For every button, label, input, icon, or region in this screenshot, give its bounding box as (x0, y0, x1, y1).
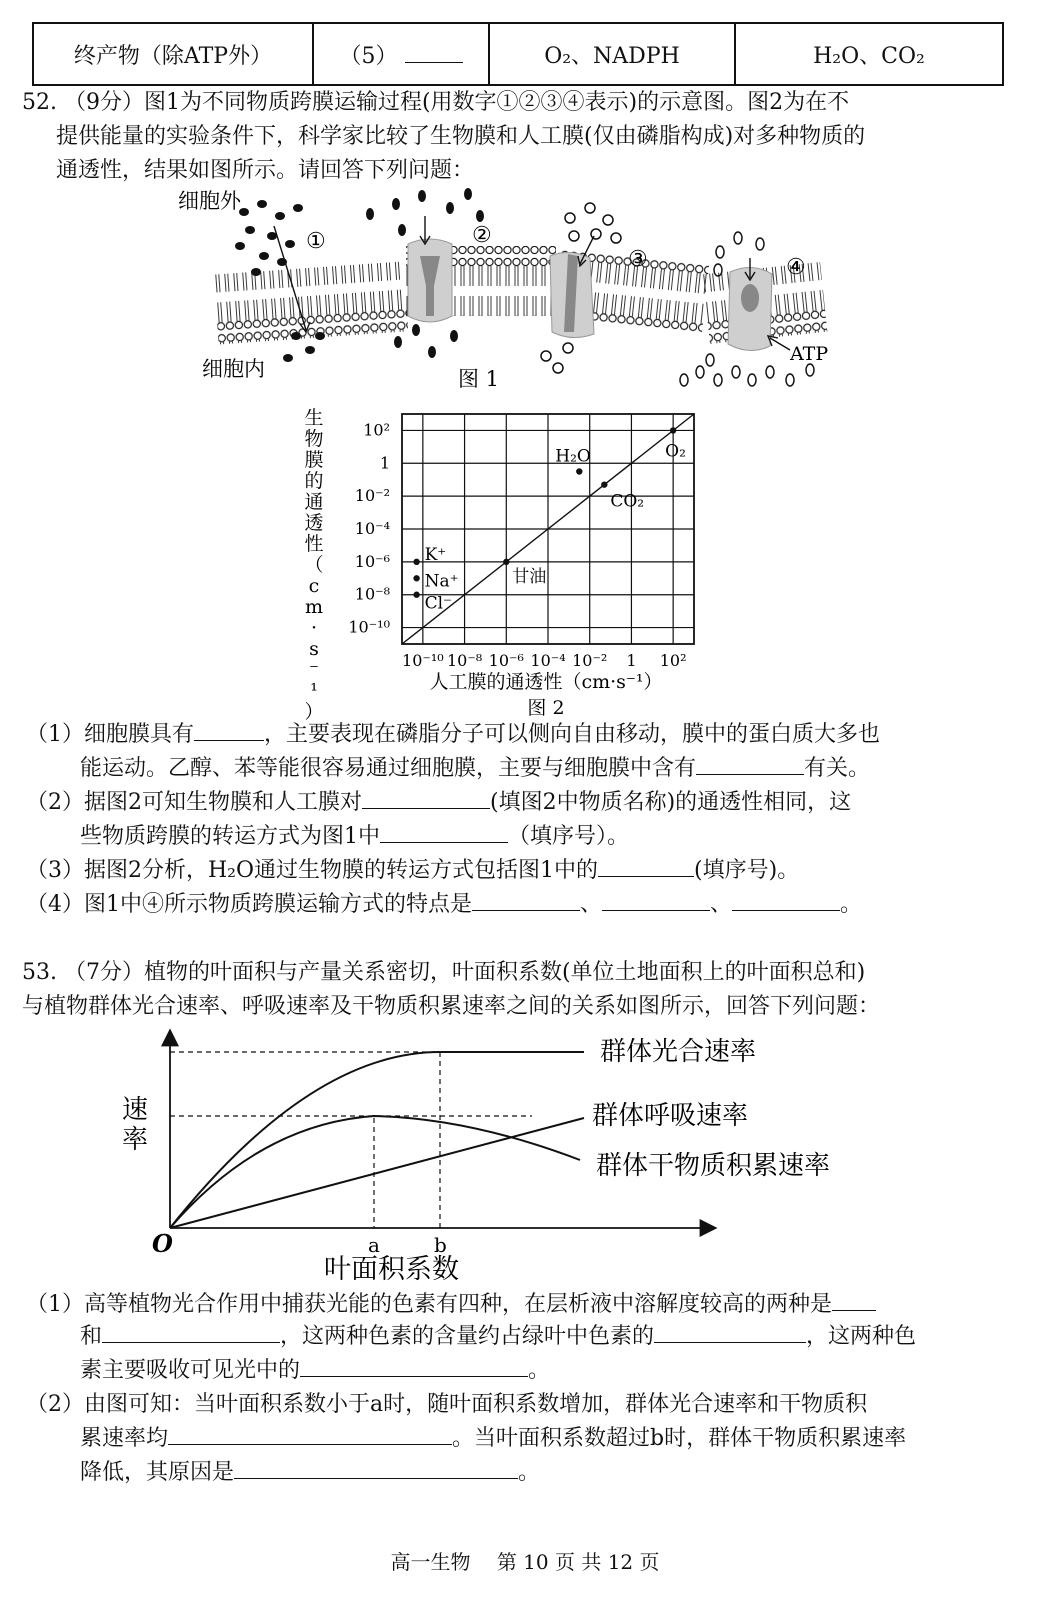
membrane-transport-figure (170, 186, 840, 398)
answer-blank[interactable] (362, 788, 490, 809)
q52-4: （4）图1中④所示物质跨膜运输方式的特点是 、 、 。 (26, 892, 863, 917)
y-tick-label: 10⁻⁴ (354, 519, 390, 538)
q53-stem-line-2: 与植物群体光合速率、呼吸速率及干物质积累速率之间的关系如图所示，回答下列问题： (22, 994, 881, 1019)
answer-blank[interactable] (732, 890, 840, 911)
y-axis-label-char: 通 (304, 491, 324, 513)
answer-blank[interactable] (102, 1322, 280, 1343)
table-row (33, 23, 1003, 85)
point-label: K⁺ (424, 544, 447, 565)
point-label: H₂O (555, 446, 591, 467)
y-tick-label: 1 (379, 453, 390, 473)
point-label: Cl⁻ (424, 593, 453, 614)
x-axis-label: 人工膜的通透性（cm·s⁻¹） (429, 671, 663, 693)
data-point (413, 592, 419, 598)
x-axis-label: 叶面积系数 (324, 1254, 459, 1285)
q52-1-line-1: （1）细胞膜具有 ，主要表现在磷脂分子可以侧向自由移动，膜中的蛋白质大多也 (26, 722, 881, 747)
x-tick-label: 10² (659, 651, 687, 670)
answer-blank[interactable] (380, 822, 508, 843)
q53-1-line-2: 和 ，这两种色素的含量约占绿叶中色素的 ，这两种色 (80, 1324, 917, 1349)
table-cell: （5） (313, 23, 489, 85)
process-2-label: ② (472, 223, 492, 248)
data-point (413, 575, 419, 581)
leaf-area-chart (110, 1024, 930, 1286)
q53-1-line-1: （1）高等植物光合作用中捕获光能的色素有四种，在层析液中溶解度较高的两种是 (26, 1290, 876, 1320)
answer-blank[interactable] (168, 1424, 452, 1445)
y-axis-label: 速率 (122, 1095, 149, 1155)
answer-blank[interactable] (598, 856, 694, 877)
y-tick-label: 10² (363, 420, 390, 440)
figure-2-caption: 图 2 (527, 697, 565, 719)
y-axis-label (304, 407, 323, 722)
y-axis-label-char: ⁻ (308, 659, 320, 681)
data-point (413, 559, 419, 565)
permeability-chart (296, 400, 736, 722)
answer-table (32, 22, 1004, 86)
point-label: Na⁺ (424, 571, 459, 592)
answer-blank[interactable] (472, 890, 580, 911)
pump-site (741, 284, 759, 312)
x-tick-label: 1 (626, 651, 637, 670)
table-cell: H₂O、CO₂ (735, 23, 1003, 85)
point-label: CO₂ (610, 491, 645, 512)
bilayer-segment (214, 261, 408, 344)
outside-label: 细胞外 (178, 189, 241, 213)
x-tick-label: 10⁻¹⁰ (402, 651, 444, 670)
y-axis-label-char: 透 (304, 512, 324, 534)
x-tick-label: 10⁻⁴ (530, 651, 566, 670)
series-label: 群体干物质积累速率 (596, 1151, 831, 1181)
answer-blank[interactable] (234, 1458, 518, 1479)
q52-3: （3）据图2分析，H₂O通过生物膜的转运方式包括图1中的 (填序号)。 (26, 858, 800, 883)
process-4-label: ④ (786, 255, 806, 280)
x-mark-b: b (434, 1233, 447, 1257)
table-cell: O₂、NADPH (489, 23, 735, 85)
q52-1-line-2: 能运动。乙醇、苯等能很容易通过细胞膜，主要与细胞膜中含有 有关。 (80, 756, 871, 781)
answer-blank[interactable] (832, 1290, 876, 1311)
origin-label: O (152, 1229, 173, 1258)
q52-2-line-2: 些物质跨膜的转运方式为图1中 （填序号）。 (80, 824, 630, 849)
answer-blank[interactable] (194, 720, 264, 741)
figure-1-caption: 图 1 (458, 367, 500, 391)
y-axis-label-char: m (304, 596, 324, 618)
guide-lines (170, 1052, 532, 1228)
series-respiration (170, 1118, 584, 1228)
data-point (503, 559, 509, 565)
y-tick-label: 10⁻² (354, 486, 390, 506)
answer-blank[interactable] (654, 1322, 806, 1343)
y-axis-label-char: 生 (304, 407, 324, 429)
atp-label: ATP (790, 343, 829, 365)
data-point (601, 481, 607, 487)
inside-label: 细胞内 (202, 357, 265, 381)
y-axis-label-char: s (309, 638, 319, 660)
y-axis-label-char: 物 (304, 428, 324, 450)
answer-blank[interactable] (602, 890, 710, 911)
q52-2-line-1: （2）据图2可知生物膜和人工膜对 (填图2中物质名称)的通透性相同，这 (26, 790, 852, 815)
y-axis-label-char: c (308, 575, 320, 597)
q53-stem-line-1: 53. （7分）植物的叶面积与产量关系密切，叶面积系数(单位土地面积上的叶面积总和) (22, 960, 866, 985)
y-tick-label: 10⁻⁸ (354, 584, 390, 604)
q53-2-line-2: 累速率均 。当叶面积系数超过b时，群体干物质积累速率 (80, 1426, 907, 1451)
page-footer: 高一生物 第 10 页 共 12 页 (390, 1550, 660, 1574)
x-tick-label: 10⁻⁸ (446, 651, 483, 670)
process-3-label: ③ (628, 247, 648, 272)
data-point (670, 427, 676, 433)
series-label: 群体光合速率 (600, 1037, 757, 1067)
y-axis-label-char: 膜 (304, 449, 324, 471)
data-point (576, 468, 582, 474)
y-axis-label-char: ） (304, 701, 324, 722)
y-axis-label-char: · (310, 617, 318, 639)
series-label: 群体呼吸速率 (592, 1101, 749, 1131)
q53-2-line-1: （2）由图可知：当叶面积系数小于a时，随叶面积系数增加，群体光合速率和干物质积 (26, 1392, 868, 1417)
q53-2-line-3: 降低，其原因是 。 (80, 1460, 541, 1485)
point-label: O₂ (665, 441, 686, 462)
x-tick-label: 10⁻⁶ (488, 651, 524, 670)
y-axis-label-char: ¹ (310, 680, 318, 702)
q52-stem-line-1: 52. （9分）图1为不同物质跨膜运输过程(用数字①②③④表示)的示意图。图2为在不 (22, 90, 850, 115)
y-tick-label: 10⁻⁶ (354, 551, 390, 571)
q53-1-line-3: 素主要吸收可见光中的 。 (80, 1358, 551, 1383)
q52-stem-line-2: 提供能量的实验条件下，科学家比较了生物膜和人工膜(仅由磷脂构成)对多种物质的 (56, 124, 866, 149)
answer-blank[interactable] (696, 754, 804, 775)
table-cell: 终产物（除ATP外） (33, 23, 313, 85)
y-axis-label-char: 性 (304, 533, 324, 555)
q52-stem-line-3: 通透性，结果如图所示。请回答下列问题： (56, 158, 475, 183)
x-tick-label: 10⁻² (572, 651, 608, 670)
y-axis-label-char: （ (304, 554, 324, 576)
y-tick-label: 10⁻¹⁰ (348, 617, 390, 637)
answer-blank[interactable] (300, 1356, 528, 1377)
point-label: 甘油 (512, 566, 547, 587)
process-1-label: ① (306, 229, 326, 254)
y-axis-label-char: 的 (304, 470, 324, 492)
x-mark-a: a (368, 1233, 380, 1257)
